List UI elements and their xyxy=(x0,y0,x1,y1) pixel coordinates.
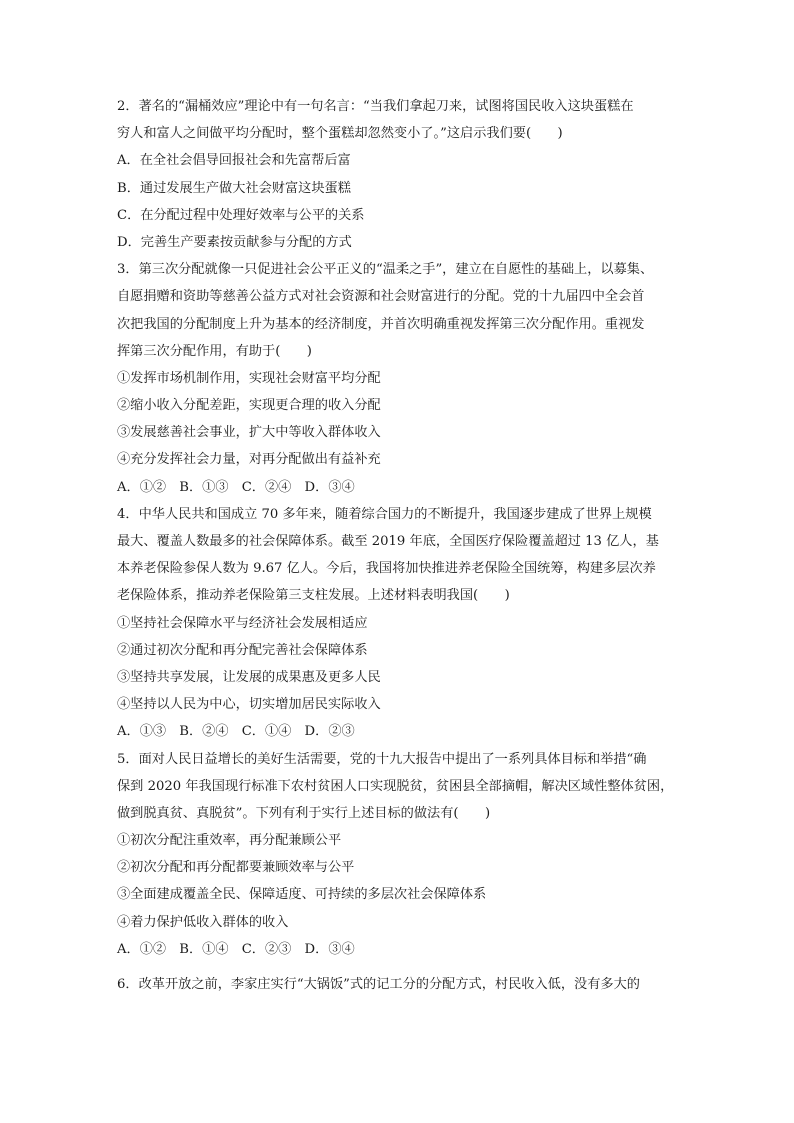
option-c: C．在分配过程中处理好效率与公平的关系 xyxy=(117,207,365,223)
question-3 xyxy=(117,256,682,501)
statement-1: ①发挥市场机制作用，实现社会财富平均分配 xyxy=(117,370,381,386)
answer-options: A．①② B．①④ C．②③ D．③④ xyxy=(117,941,355,957)
option-b: B．通过发展生产做大社会财富这块蛋糕 xyxy=(117,180,351,196)
statement-4: ④坚持以人民为中心，切实增加居民实际收入 xyxy=(117,697,381,713)
option-a: A．在全社会倡导回报社会和先富帮后富 xyxy=(117,153,351,169)
statement-2: ②初次分配和再分配都要兼顾效率与公平 xyxy=(117,860,355,876)
question-stem-line: 自愿捐赠和资助等慈善公益方式对社会资源和社会财富进行的分配。党的十九届四中全会首 xyxy=(117,289,645,305)
answer-options: A．①② B．①③ C．②④ D．③④ xyxy=(117,479,355,495)
question-5 xyxy=(117,746,682,964)
question-stem-line: 次把我国的分配制度上升为基本的经济制度，并首次明确重视发挥第三次分配作用。重视发 xyxy=(117,316,645,332)
question-stem-line: 4．中华人民共和国成立 70 多年来，随着综合国力的不断提升，我国逐步建成了世界上规模 xyxy=(117,506,652,522)
statement-1: ①初次分配注重效率，再分配兼顾公平 xyxy=(117,833,342,849)
statement-1: ①坚持社会保障水平与经济社会发展相适应 xyxy=(117,615,368,631)
question-stem-line: 本养老保险参保人数为 9.67 亿人。今后，我国将加快推进养老保险全国统筹，构建多层次养 xyxy=(117,561,656,577)
question-stem-line: 2．著名的“漏桶效应”理论中有一句名言：“当我们拿起刀来，试图将国民收入这块蛋糕在 xyxy=(117,99,634,114)
question-stem-line: 保到 2020 年我国现行标准下农村贫困人口实现脱贫，贫困县全部摘帽，解决区域性整体贫困， xyxy=(117,778,674,794)
question-stem-line: 6．改革开放之前，李家庄实行“大锅饭”式的记工分的分配方式，村民收入低，没有多大的 xyxy=(117,977,640,992)
question-2 xyxy=(117,93,682,256)
question-stem-line: 穷人和富人之间做平均分配时，整个蛋糕却忽然变小了。”这启示我们要( ) xyxy=(117,126,563,142)
statement-2: ②通过初次分配和再分配完善社会保障体系 xyxy=(117,642,368,658)
statement-2: ②缩小收入分配差距，实现更合理的收入分配 xyxy=(117,398,381,414)
statement-4: ④着力保护低收入群体的收入 xyxy=(117,914,289,930)
exam-page xyxy=(117,93,682,998)
answer-options: A．①③ B．②④ C．①④ D．②③ xyxy=(117,724,355,740)
question-stem-line: 3．第三次分配就像一只促进社会公平正义的“温柔之手”，建立在自愿性的基础上，以募集、 xyxy=(117,262,654,278)
question-stem-line: 最大、覆盖人数最多的社会保障体系。截至 2019 年底，全国医疗保险覆盖超过 13 亿人，基 xyxy=(117,534,659,549)
option-d: D．完善生产要素按贡献参与分配的方式 xyxy=(117,234,352,250)
spacer xyxy=(117,963,682,971)
question-stem-line: 老保险体系，推动养老保险第三支柱发展。上述材料表明我国( ) xyxy=(117,588,510,604)
statement-4: ④充分发挥社会力量，对再分配做出有益补充 xyxy=(117,452,381,468)
question-stem-line: 做到脱真贫、真脱贫”。下列有利于实行上述目标的做法有( ) xyxy=(117,805,491,821)
question-stem-line: 挥第三次分配作用，有助于( ) xyxy=(117,343,312,359)
statement-3: ③发展慈善社会事业，扩大中等收入群体收入 xyxy=(117,425,381,441)
question-4 xyxy=(117,501,682,746)
statement-3: ③坚持共享发展，让发展的成果惠及更多人民 xyxy=(117,669,381,685)
question-6 xyxy=(117,971,682,998)
question-stem-line: 5．面对人民日益增长的美好生活需要，党的十九大报告中提出了一系列具体目标和举措“确 xyxy=(117,751,647,767)
statement-3: ③全面建成覆盖全民、保障适度、可持续的多层次社会保障体系 xyxy=(117,887,487,903)
